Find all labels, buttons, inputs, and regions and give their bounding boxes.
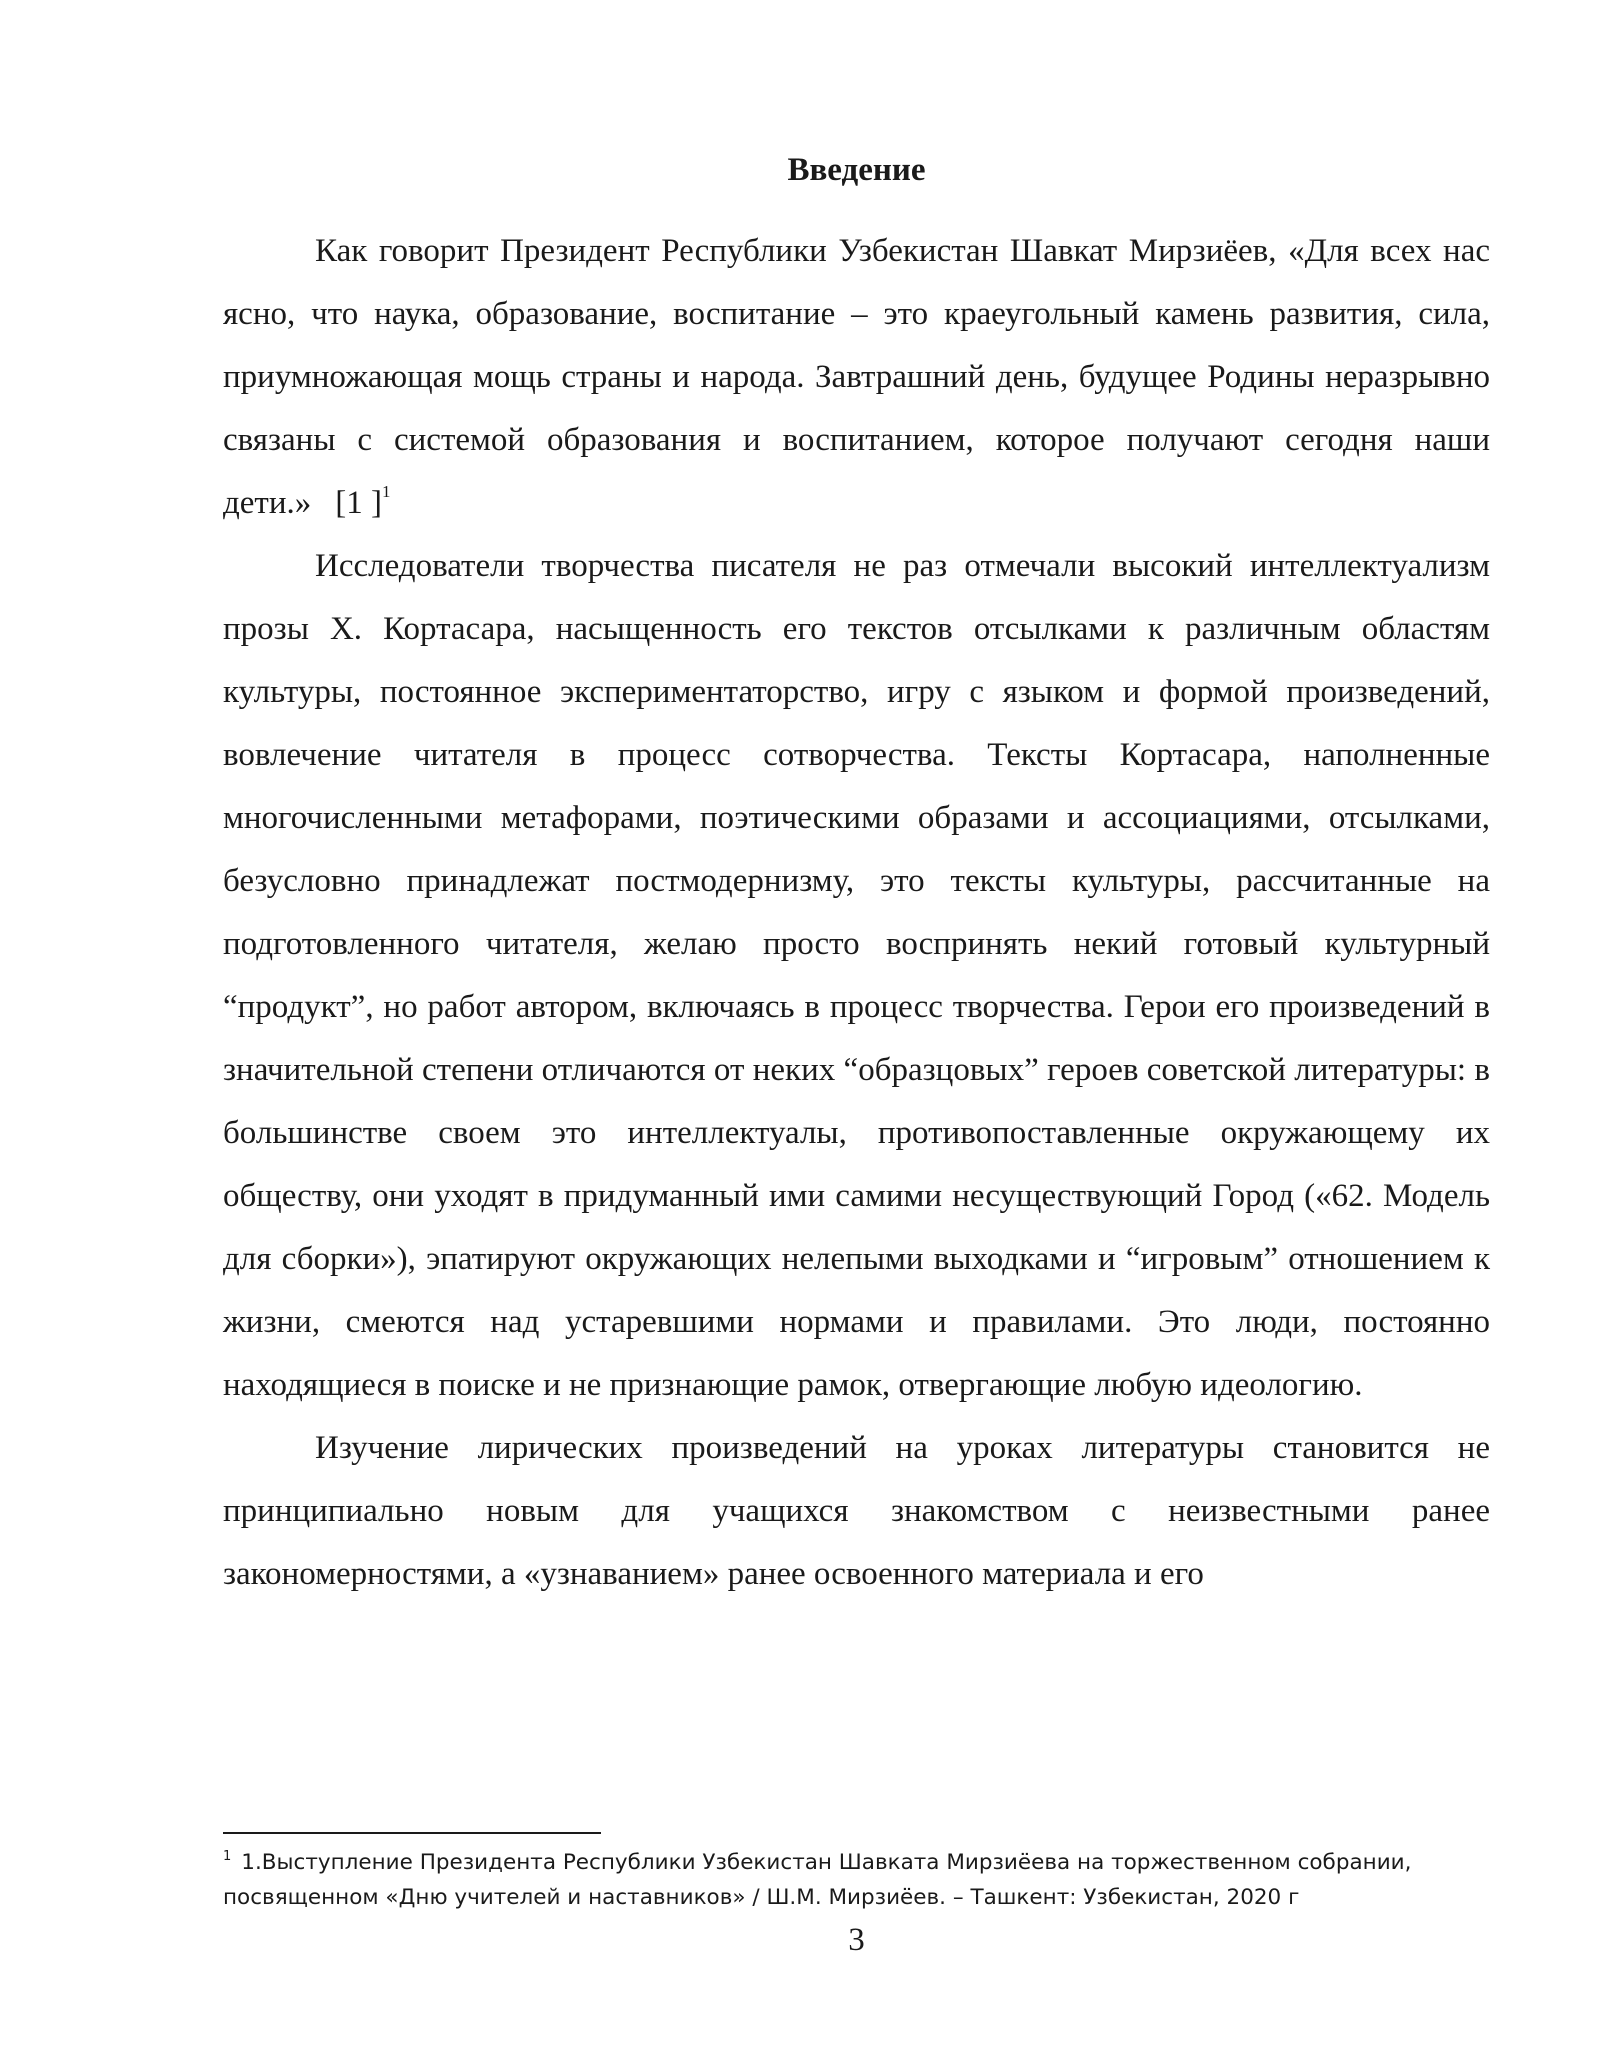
citation-reference: [1 ] [335, 485, 383, 521]
paragraph-text: Как говорит Президент Республики Узбекистан Шавкат Мирзиёев, «Для всех нас ясно, что наука, образование, воспитание – это краеугольный камень развития, сила, приумножающая мощь страны и народа. Завтрашний день, будущее Родины неразрывно связаны с системой образования и воспитанием, которое получают сегодня наши дети.» [223, 233, 1490, 521]
paragraph-lyric-study: Изучение лирических произведений на уроках литературы становится не принципиально новым для учащихся знакомством с неизвестными ранее закономерностями, а «узнаванием» ранее освоенного материала и его [223, 1430, 1490, 1592]
paragraph-president-quote [223, 220, 1490, 535]
paragraph-cortazar-research: Исследователи творчества писателя не раз отмечали высокий интеллектуализм прозы Х. Кортасара, насыщенность его текстов отсылками к различным областям культуры, постоянное экспериментаторство, игру с языком и формой произведений, вовлечение читателя в процесс сотворчества. Тексты Кортасара, наполненные многочисленными метафорами, поэтическими образами и ассоциациями, отсылками, безусловно принадлежат постмодернизму, это тексты культуры, рассчитанные на подготовленного читателя, желаю просто воспринять некий готовый культурный “продукт”, но работ автором, включаясь в процесс творчества. Герои его произведений в значительной степени отличаются от неких “образцовых” героев советской литературы: в большинстве своем это интеллектуалы, противопоставленные окружающему их обществу, они уходят в придуманный ими самими несуществующий Город («62. Модель для сборки»), эпатируют окружающих нелепыми выходками и “игровым” отношением к жизни, смеются над устаревшими нормами и правилами. Это люди, постоянно находящиеся в поиске и не признающие рамок, отвергающие любую идеологию. [223, 548, 1490, 1403]
document-body [223, 220, 1490, 1606]
footnote-text: 1.Выступление Президента Республики Узбекистан Шавката Мирзиёева на торжественном собрании, посвященном «Дню учителей и наставников» / Ш.М. Мирзиёев. – Ташкент: Узбекистан, 2020 г [223, 1850, 1412, 1910]
page-number: 3 [848, 1922, 865, 1958]
footnote-reference-marker: 1 [382, 482, 391, 501]
document-title: Введение [787, 152, 926, 188]
footnote-separator [223, 1832, 601, 1834]
footnote-number: 1 [223, 1849, 232, 1864]
footnote [223, 1845, 1490, 1915]
